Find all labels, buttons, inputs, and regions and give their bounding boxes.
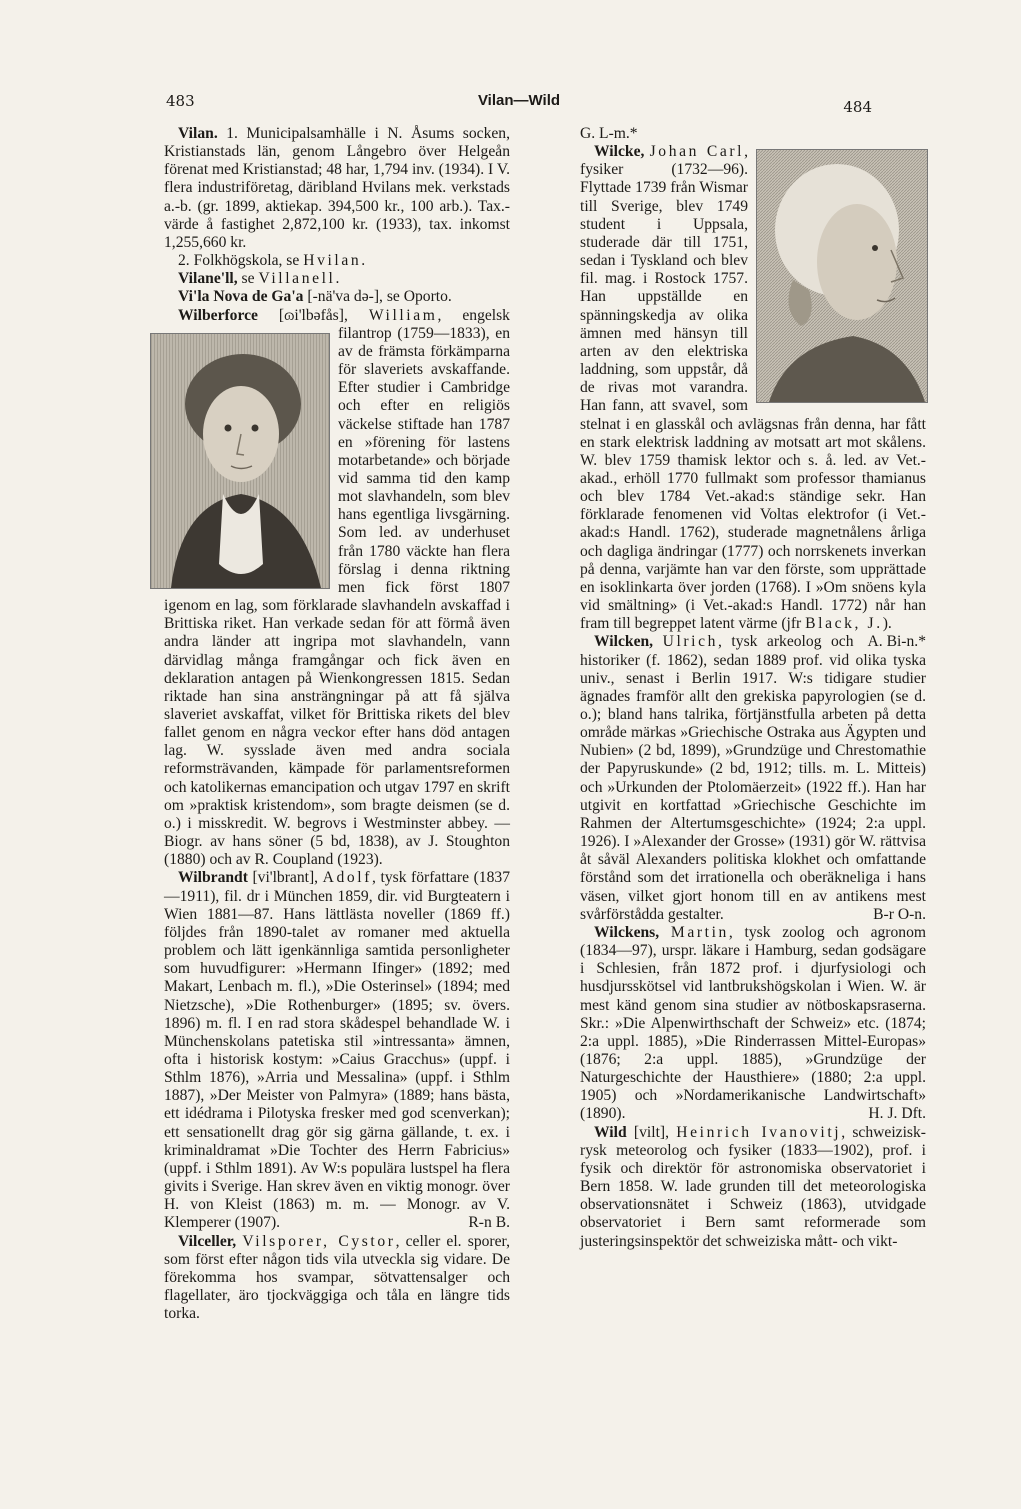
entry-wild	[580, 1124, 926, 1251]
crossref-hvilan: Hvilan	[303, 252, 362, 270]
vilceller-text: , celler el. sporer, som först efter någon tids vila utveckla sig vidare. De förekomma hos svampar, sötvattensalger och flagellater, äro tjockväggiga och tåla en längre tids torka.	[164, 1232, 510, 1323]
headword-wilberforce: Wilberforce	[178, 306, 258, 324]
portrait-wilcke	[756, 149, 928, 403]
left-column	[164, 125, 510, 1323]
wilberforce-pronunciation: [ɷi'lbәfås],	[278, 306, 348, 324]
wild-name: Heinrich Ivanovitj	[676, 1123, 842, 1141]
signature-wilcken: B-r O-n.	[873, 905, 926, 923]
page-number-left: 483	[166, 92, 195, 110]
entry-vilanell	[164, 270, 510, 288]
page-header	[166, 92, 872, 118]
headword-wilbrandt: Wilbrandt	[178, 869, 248, 887]
vilan-text-2: 2. Folkhögskola, se	[178, 252, 300, 270]
signature-wilcke: A. Bi-n.*	[867, 633, 926, 651]
portrait-wilberforce	[150, 333, 330, 589]
wilcke-text-end: ).	[882, 615, 892, 633]
headword-wilckens: Wilckens,	[594, 923, 660, 941]
wilbrandt-pronunciation: [vi'lbrant],	[252, 869, 319, 887]
entry-wilcken	[580, 633, 926, 924]
headword-wilcke: Wilcke,	[594, 143, 645, 161]
wilbrandt-text: , tysk författare (1837—1911), fil. dr i München 1859, dir. vid Burgteatern i Wien 1881—87. Hans lättlästa noveller (1869 ff.) följdes från 1890-talet av romaner med aktuella problem och lätt igenkännliga samtida personligheter som huvudfigurer: »Hermann Ifinger» (1892; med Makart, Lenbach m. fl.), »Die Osterinsel» (1894; med Nietzsche), »Die Rothenburger» (1895; sv. övers. 1896) m. fl. I en rad stora skådespel behandlade W. i Münchenskolans patetiska stil »intressanta» ämnen, ofta i historisk kostym: »Caius Gracchus» (uppf. i Sthlm 1876), »Arria und Messalina» (uppf. i Sthlm 1887), »Der Meister von Palmyra» (1889; hans bästa, ett idédrama i Pilotyska fresker med god scenverkan); ett sensationellt drag gör sig gärna gällande, t. ex. i kriminaldramat »Die Tochter des Herrn Fabricius» (uppf. i Sthlm 1891). Av W:s populära lustspel ha flera givits i Sverige. Han skrev även en viktig monogr. över H. von Kleist (1863) m. m. — Monogr. av V. Klemperer (1907).	[164, 869, 510, 1232]
portrait-wilcke-drawing	[757, 150, 927, 402]
right-column	[580, 125, 926, 1251]
entry-vilan-2	[164, 252, 510, 270]
vilanell-end: .	[335, 270, 340, 288]
wilbrandt-name: Adolf	[322, 869, 373, 887]
vilan-text-2-end: .	[361, 252, 366, 270]
wilcken-text: , tysk arkeolog och historiker (f. 1862), sedan 1889 prof. vid olika tyska univ., senast i Berlin 1917. W:s tidigare studier ägnades framför allt den grekiska papyrologien (se d. o.); bland hans talrika, förtjänstfulla arbeten på detta område märkas »Griechische Ostraka aus Ägypten und Nubien» (2 bd, 1899), »Grundzüge und Chrestomathie der Papyruskunde» (2 bd, 1912; tills. m. L. Mitteis) och »Urkunden der Ptolomäerzeit» (1922 ff.). Han har utgivit en kortfattad »Griechische Geschichte im Rahmen der Altertumsgeschichte» (1924; 2:a uppl. 1926). I »Alexander der Grosse» (1931) gör W. rättvisa åt såväl Alexanders politiska klokhet och omfattande förstånd som det irrationella och oberäkneliga i hans väsen, vilket gjort honom till en av antikens mest svårförstådda gestalter.	[580, 633, 926, 923]
vilceller-synonyms: Vilsporer, Cystor	[242, 1232, 396, 1250]
headword-vilanell: Vilane'll,	[178, 270, 238, 288]
headword-vilceller: Vilceller,	[178, 1232, 237, 1250]
entry-vila-nova	[164, 288, 510, 306]
wilcken-name: Ulrich	[662, 633, 719, 651]
headword-wild: Wild	[594, 1123, 627, 1141]
headword-vila-nova: Vi'la Nova de Ga'a	[178, 288, 304, 306]
wilberforce-text: , engelsk filantrop (1759—1833), en av de främsta förkämparna för slaveriets avskaffande. Efter studier i Cambridge och efter en religiös väckelse stiftade han 1787 en »förening för lastens motarbetande» och började vid samma tid den kamp mot slavhandeln, som blev hans egentliga livsgärning. Som led. av underhuset från 1780 väckte han flera förslag i denna riktning men fick först 1807 igenom en lag, som förklarade slavhandeln avskaffad i Brittiska riket. Han verkade sedan för att förmå även andra länder att ingripa mot slavhandeln, vann därvidlag många framgångar och fick även en deklaration antagen på Wienkongressen 1815. Sedan riktade han sina ansträngningar på att få själva slaveriet avskaffat, vilket för Brittiska rikets del blev fallet genom en några veckor efter hans död antagen lag. W. sysslade även med andra sociala reformsträvanden, kämpade för parlamentsreformen och katolikernas emancipation och utgav 1797 en skrift om »praktisk kristendom», som bragte deismen (se d. o.) i misskredit. W. begrovs i Westminster abbey. — Biogr. av hans söner (5 bd, 1838), av J. Stoughton (1880) och av R. Coupland (1923).	[164, 306, 510, 869]
vilceller-signature-line	[580, 125, 926, 143]
wilberforce-name: William	[368, 306, 438, 324]
entry-wilberforce	[164, 307, 510, 870]
wilckens-text: , tysk zoolog och agronom (1834—97), urspr. läkare i Hamburg, sedan godsägare i Schlesien, från 1872 prof. i djurfysiologi och husdjursskötsel vid lantbrukshögskolan i Wien. W. är mest känd genom sina studier av nötboskapsraserna. Skr.: »Die Alpenwirthschaft der Schweiz» etc. (1874; 2:a uppl. 1885), »Die Rinderrassen Mittel-Europas» (1876; 2:a uppl. 1885), »Grundzüge der Naturgeschichte der Hausthiere» (1880; 2:a uppl. 1905) och »Nordamerikanische Landwirtschaft» (1890).	[580, 923, 927, 1123]
wilcke-name: Johan Carl	[649, 143, 745, 161]
headword-vilan: Vilan.	[178, 125, 218, 142]
wild-pronunciation: [vilt],	[633, 1123, 670, 1141]
wilcke-text: , fysiker (1732—96). Flyttade 1739 från Wismar till Sverige, blev 1749 student i Uppsala, studerade där till 1751, sedan i Tyskland och blev fil. mag. i Rostock 1757. Han uppställde en spänningskedja av olika ämnen med hänsyn till arten av den elektriska laddning, som uppstår, då de rivas mot varandra. Han fann, att svavel, som stelnat i en glasskål och avlägsnas från denna, har fått en stark elektrisk laddning av motsatt art mot skålens. W. blev 1759 thamisk lektor och s. å. led. av Vet.-akad., erhöll 1770 fullmakt som professor thamianus och blev 1784 Vet.-akad:s ständige sekr. Han förklarade fenomenen vid Voltas elektrofor (i Vet.-akad:s Handl. 1762), studerade magnetnålens årliga och dagliga ändringar (1777) och norrskenets inverkan på denna, varjämte han var den förste, som upprättade en isoklinkarta över jorden (1768). I »Om snöens kyla vid smältning» (i Vet.-akad:s Handl. 1772) når han fram till begreppet latent värme (jfr	[580, 143, 926, 633]
entry-vilceller	[164, 1233, 510, 1324]
portrait-wilberforce-drawing	[151, 334, 329, 588]
wild-text: , schweizisk-rysk meteorolog och fysiker (1833—1902), prof. i fysik och direktör för astronomiska observatoriet i Bern 1858. W. lade grunden till det meteorologiska observationsnätet i Schweiz (1863), utvidgade observatoriet i Bern samt reformerade som justeringsinspektör det schweiziska mått- och vikt-	[580, 1123, 926, 1250]
crossref-black: Black, J.	[805, 615, 883, 633]
vilanell-se: se	[241, 270, 255, 288]
signature-wilbrandt: R-n B.	[468, 1214, 510, 1232]
entry-wilbrandt	[164, 869, 510, 1232]
signature-vilceller: G. L-m.*	[580, 125, 638, 142]
headword-wilcken: Wilcken,	[594, 633, 654, 651]
entry-vilan-1	[164, 125, 510, 252]
vila-nova-text: [-nä'va dә-], se Oporto.	[307, 288, 452, 306]
crossref-villanell: Villanell	[258, 270, 336, 288]
vilan-text-1: 1. Municipalsamhälle i N. Åsums socken, Kristianstads län, genom Långebro över Helgeån förenat med Kristianstad; 48 har, 1,794 inv. (1934). I V. flera industriföretag, däribland Hvilans mek. verkstads a.-b. (gr. 1899, aktiekap. 394,500 kr., 100 arb.). Tax.-värde å fastighet 2,872,100 kr. (1933), tax. inkomst 1,255,660 kr.	[164, 125, 510, 251]
wilckens-name: Martin	[670, 923, 729, 941]
signature-wilckens: H. J. Dft.	[868, 1105, 926, 1123]
page-number-right: 484	[843, 98, 872, 116]
entry-wilckens	[580, 924, 926, 1124]
running-title: Vilan—Wild	[477, 92, 561, 109]
